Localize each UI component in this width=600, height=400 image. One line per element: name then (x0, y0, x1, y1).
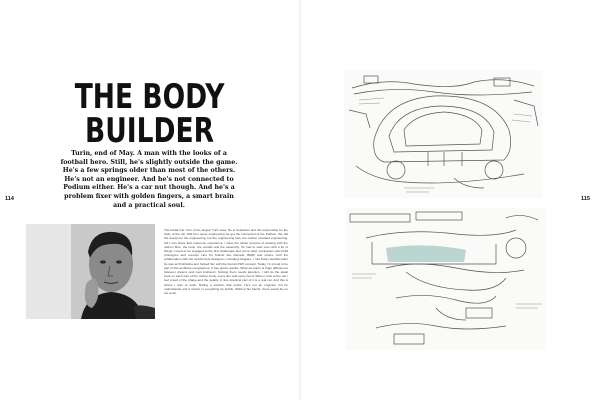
headline-line-2: BUILDER (85, 111, 215, 151)
article-standfirst: Turin, end of May. A man with the looks of a football hero. Still, he's slightly outside the game. He's a few springs older than most of the others. He's not an engineer. And he's not connected to Podium either. He's a car nut though. And he's a problem fixer with golden fingers, a smart brain and a practical soul. (60, 150, 238, 209)
portrait-photo (26, 224, 155, 319)
design-sketch-bottom (346, 208, 546, 350)
car-body-sketch (344, 70, 542, 198)
article-headline (33, 77, 267, 151)
portrait-illustration (26, 224, 155, 319)
design-sketch-top (344, 70, 542, 198)
car-chassis-sketch (346, 208, 546, 350)
page-number-right: 115 (581, 196, 590, 202)
headline-line-1: THE BODY (74, 77, 225, 117)
page-number-left: 114 (5, 196, 14, 202)
article-body: The Pedal Car: One of the largest Turin area. He is freelancer and the responsible for the body of the car. Still he's never engineering he got the connected of the Podium. We did the design for the engineering, but the engineering part, the carbon moulded engineering, will I can share that reference experience. I have the whole process of working with the carbon fibre, the tools, the moulds and the assembly. He had to start over with a lot of things. Loved to be engaged at the first challenges and some other companies who build prototypes and concept cars for brands like Renault, BMW and others. And the collaboration with the world's best designers, including Giugiaro. I met Paolo Garella when he was at Pininfarina and helped him with the Ferrari P4/5 concept. Today, I'm proud to be part of this ambitious programme. It has grown quickly. What we learnt is huge differences between dreams and road problems. Solving them needs attention. I still do the detail work on each part of the carbon body, every line and every bend. When I look at the car I feel proud of the shape and the quality. A nice practical part of it is a real car. And this is where I love to work, finding a solution that works. He's not an engineer but he understands and it shows in everything he builds. Without his hands, there would be no car at all. (164, 228, 288, 296)
page-gutter (299, 0, 301, 400)
